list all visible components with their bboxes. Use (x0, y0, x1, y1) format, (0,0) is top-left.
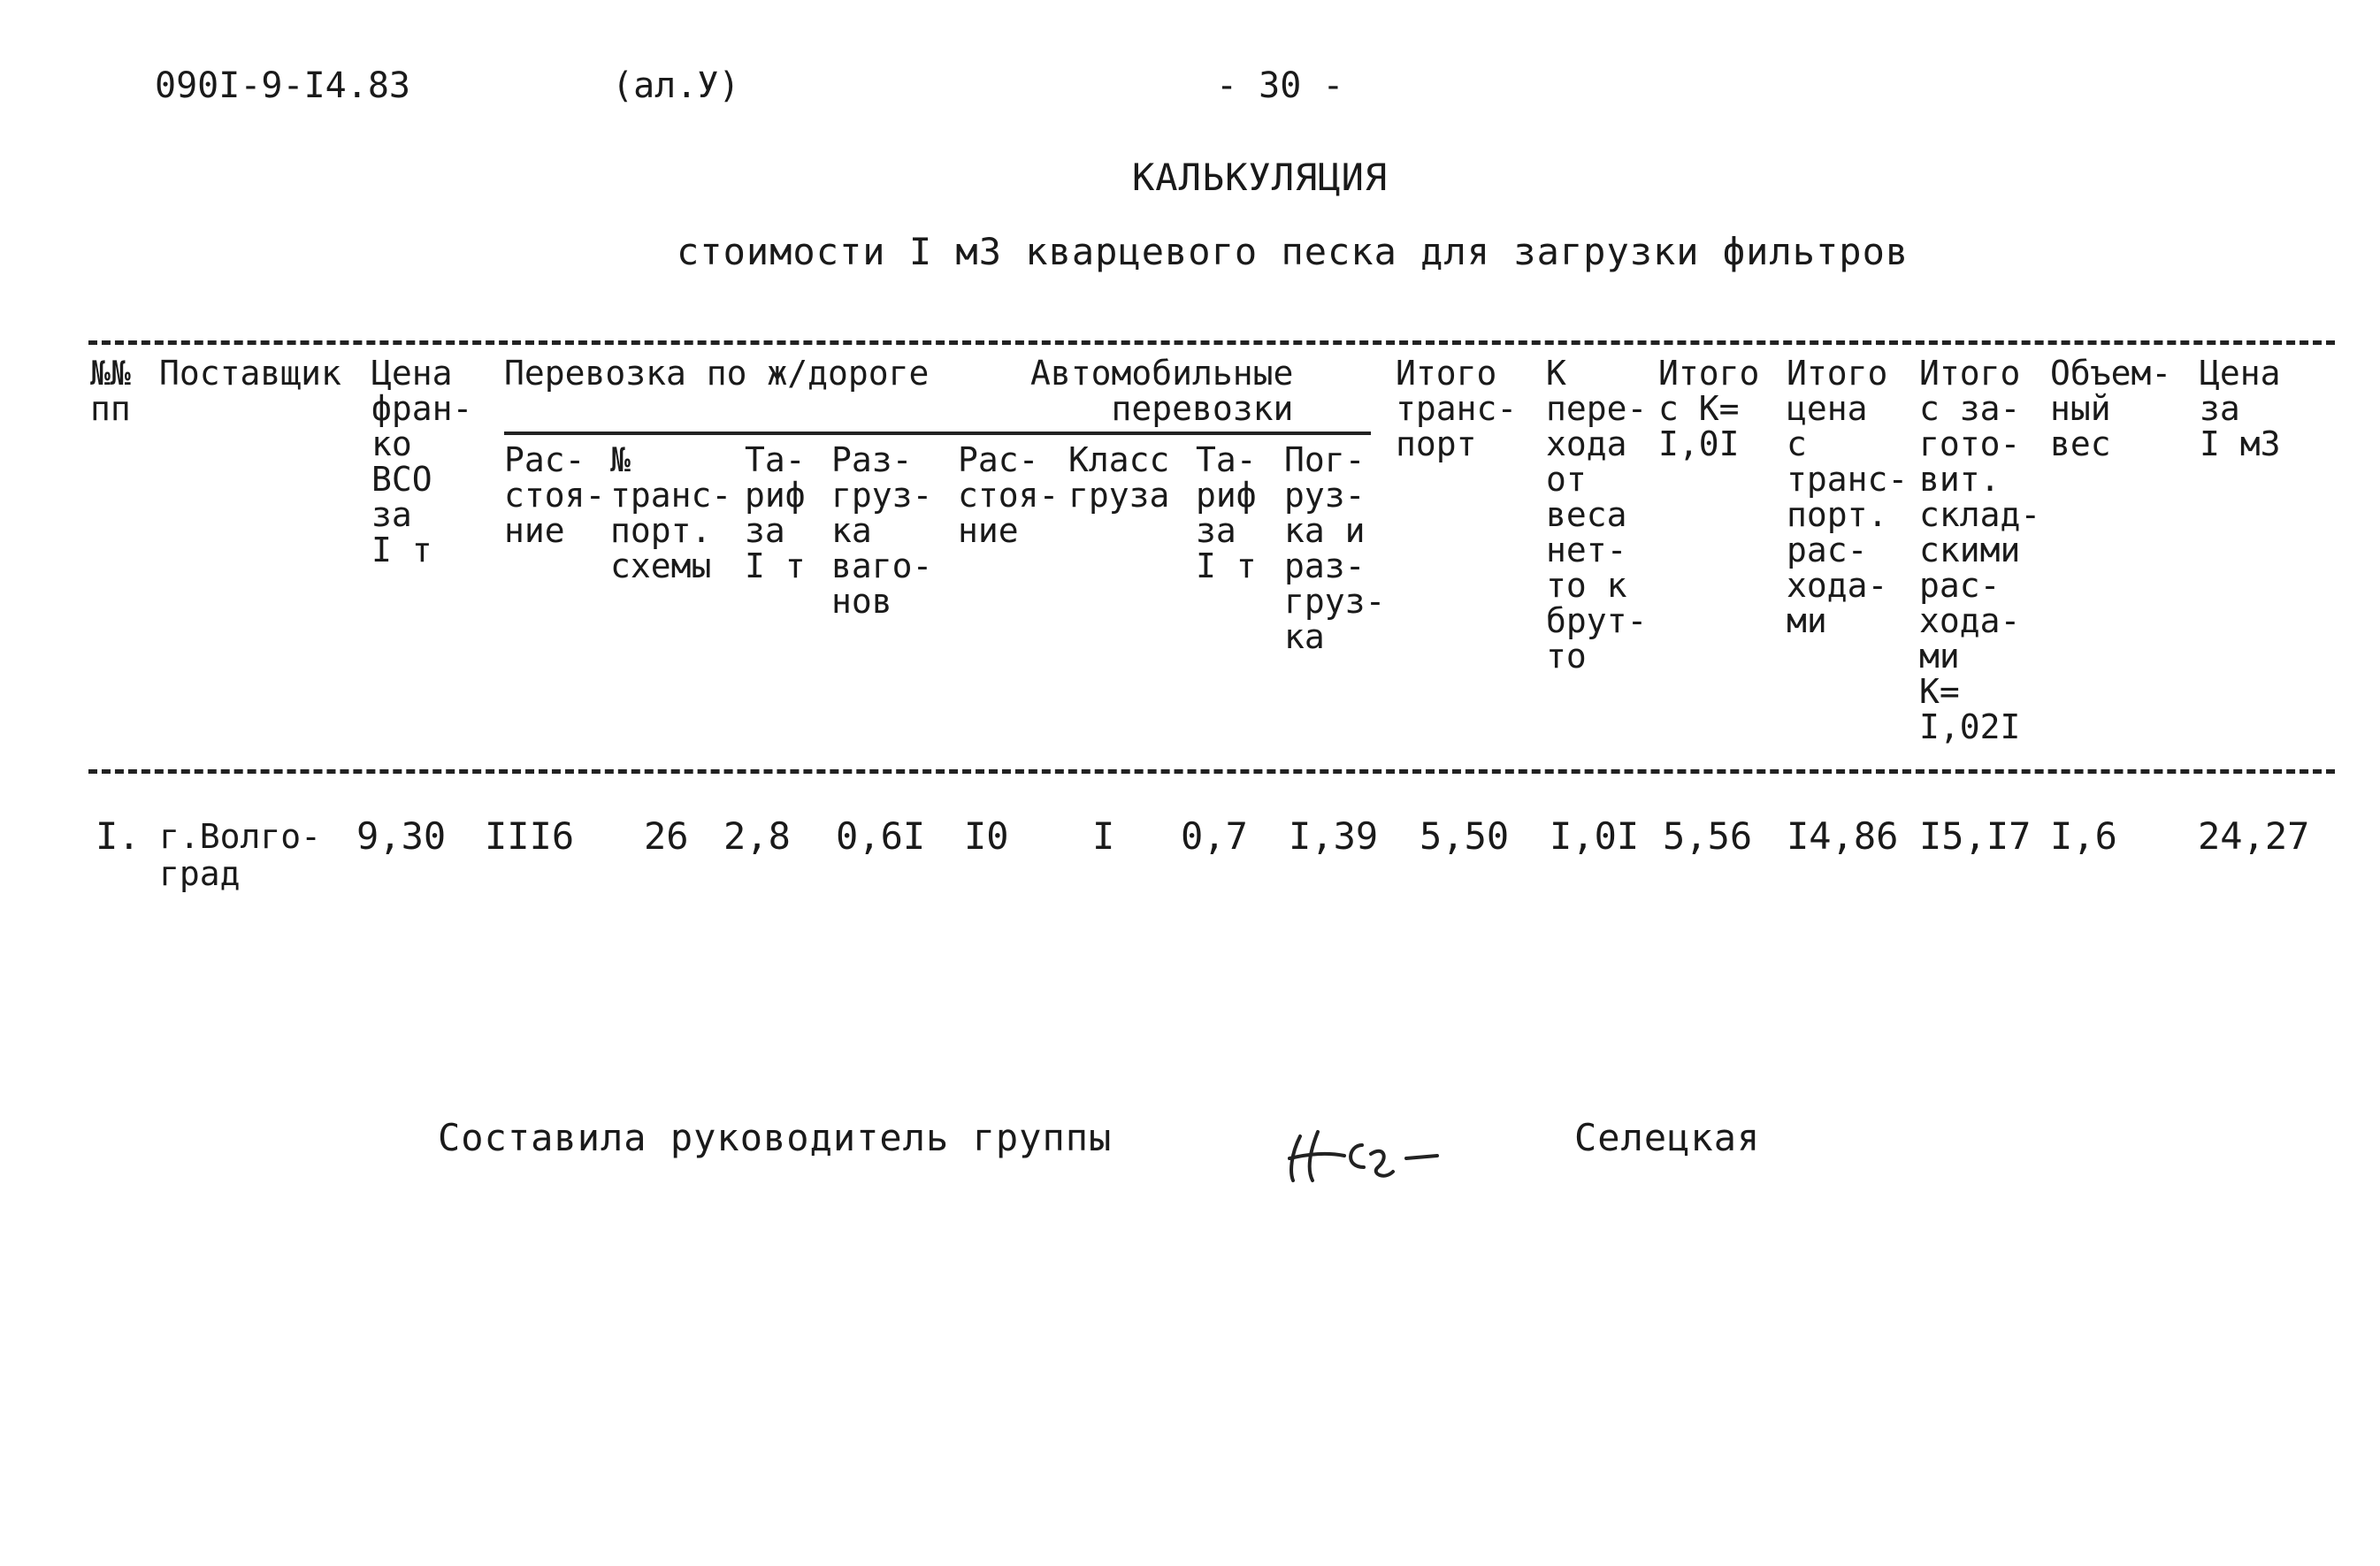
cell-rail-tariff: 2,8 (723, 814, 791, 858)
col-group-rail: Перевозка по ж/дороге (504, 354, 930, 393)
cell-price: 9,30 (356, 814, 447, 858)
col-header-rail-tariff: Та- риф за I т (745, 440, 806, 585)
col-header-vol-weight: Объем- ный вес (2050, 354, 2172, 463)
col-header-rail-distance: Рас- стоя- ние (504, 440, 606, 550)
compiled-by-label: Составила руководитель группы (438, 1116, 1113, 1159)
col-header-rail-unload: Раз- груз- ка ваго- нов (831, 440, 933, 621)
page-number: - 30 - (1216, 65, 1344, 106)
col-header-price-m3: Цена за I м3 (2200, 354, 2281, 463)
col-header-supplier: Поставщик (159, 354, 341, 393)
cell-auto-load: I,39 (1289, 814, 1379, 858)
col-header-auto-class: Класс груза (1068, 440, 1170, 515)
table-top-rule (88, 340, 2335, 345)
cell-rail-scheme: 26 (644, 814, 689, 858)
cell-total-k: 5,56 (1663, 814, 1753, 858)
cell-rail-unload: 0,6I (836, 814, 926, 858)
header-group-underline (504, 432, 1371, 435)
col-header-price: Цена фран- ко ВСО за I т (371, 354, 473, 569)
cell-price-m3: 24,27 (2198, 814, 2310, 858)
signature-icon (1282, 1119, 1450, 1189)
col-header-k-conversion: К пере- хода от веса нет- то к брут- то (1546, 354, 1648, 676)
compiler-name: Селецкая (1574, 1116, 1761, 1159)
cell-total-price: I4,86 (1787, 814, 1899, 858)
cell-auto-tariff: 0,7 (1181, 814, 1248, 858)
document-subtitle: стоимости I м3 кварцевого песка для загрузки фильтров (677, 230, 1909, 273)
col-header-rail-scheme: № транс- порт. схемы (610, 440, 732, 585)
col-header-num: №№ пп (90, 354, 131, 428)
cell-total-storage: I5,I7 (1919, 814, 2032, 858)
cell-vol-weight: I,6 (2050, 814, 2117, 858)
col-header-total-storage: Итого с за- гото- вит. склад- скими рас- хода- ми К= I,02I (1919, 354, 2041, 746)
cell-rail-distance: III6 (485, 814, 575, 858)
col-header-total-transport: Итого транс- порт (1396, 354, 1518, 463)
cell-k-conversion: I,0I (1550, 814, 1640, 858)
cell-num: I. (96, 814, 141, 858)
cell-total-transport: 5,50 (1420, 814, 1510, 858)
album-label: (ал.У) (612, 65, 740, 106)
document-code: 090I-9-I4.83 (155, 65, 410, 106)
col-header-total-k: Итого с К= I,0I (1658, 354, 1760, 463)
cell-supplier: г.Волго- град (159, 817, 322, 893)
cell-auto-class: I (1092, 814, 1115, 858)
handwritten-signature (1282, 1119, 1450, 1189)
col-group-auto: Автомобильные перевозки (1030, 354, 1294, 428)
col-header-auto-distance: Рас- стоя- ние (958, 440, 1060, 550)
cell-auto-distance: I0 (964, 814, 1009, 858)
table-header-rule (88, 769, 2335, 774)
document-title: КАЛЬКУЛЯЦИЯ (1132, 156, 1389, 199)
col-header-auto-tariff: Та- риф за I т (1196, 440, 1257, 585)
col-header-total-price: Итого цена с транс- порт. рас- хода- ми (1787, 354, 1909, 640)
col-header-auto-load: Пог- руз- ка и раз- груз- ка (1284, 440, 1386, 656)
